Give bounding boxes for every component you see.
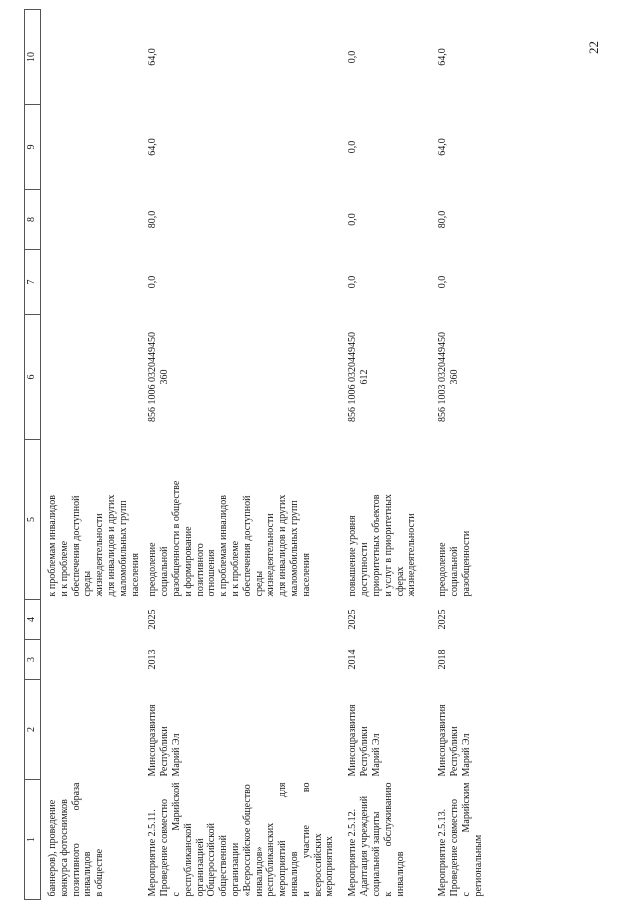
header-cell: 2	[25, 680, 41, 780]
table-row	[41, 10, 142, 900]
cell-c8: 0,0	[347, 213, 359, 226]
cell-line: жизнедеятельности	[94, 513, 106, 597]
cell-line: Республики	[449, 726, 461, 777]
cell-c1	[341, 780, 431, 900]
cell-line: мероприятиях	[324, 836, 336, 897]
cell-line: с Марийским региональным	[460, 782, 484, 897]
cell-line: позитивного образа инвалидов	[70, 782, 94, 897]
cell-line: мероприятий для инвалидов	[277, 782, 300, 897]
header-cell: 5	[25, 440, 41, 600]
cell-c6	[141, 315, 341, 440]
cell-c9: 64,0	[437, 138, 449, 156]
cell-line: и к проблеме	[229, 540, 241, 597]
table-row	[141, 10, 341, 900]
cell-c2	[41, 680, 142, 780]
cell-c1	[141, 780, 341, 900]
table-row	[431, 10, 541, 900]
cell-line: 856 1003 0320449450	[437, 332, 449, 422]
cell-c3: 2018	[437, 649, 449, 670]
cell-c2	[431, 680, 541, 780]
cell-c7	[41, 250, 142, 315]
cell-line: населения	[300, 552, 312, 597]
cell-c5	[341, 440, 431, 600]
cell-c8: 80,0	[437, 210, 449, 229]
cell-line: Адаптация учреждений	[359, 795, 371, 897]
cell-c5	[431, 440, 541, 600]
cell-c1	[41, 780, 142, 900]
cell-line: «Всероссийское общество	[241, 784, 253, 897]
cell-line: общественной организации	[218, 835, 241, 897]
cell-c3	[41, 640, 142, 680]
cell-line: и участие во всероссийских	[300, 782, 324, 897]
header-cell: 4	[25, 600, 41, 640]
header-cell: 9	[25, 105, 41, 190]
header-cell: 8	[25, 190, 41, 250]
cell-line: Марий Эл	[170, 733, 182, 777]
cell-line: повышение уровня	[347, 515, 359, 597]
cell-line: социальной	[159, 546, 171, 597]
cell-c4: 2025	[347, 609, 359, 630]
cell-c6	[41, 315, 142, 440]
cell-line: разобщенности	[460, 530, 472, 597]
cell-c6	[431, 315, 541, 440]
cell-c8	[41, 190, 142, 250]
cell-line: Мероприятие 2.5.13.	[437, 808, 449, 897]
cell-c7: 0,0	[437, 275, 449, 289]
cell-line: и формирование	[182, 526, 194, 597]
cell-line: Минсоцразвития	[437, 704, 449, 777]
cell-c6	[341, 315, 431, 440]
cell-c8: 80,0	[147, 210, 159, 229]
cell-c10: 0,0	[347, 50, 359, 64]
cell-c10: 64,0	[437, 48, 449, 66]
cell-line: к проблемам инвалидов	[47, 495, 58, 597]
cell-line: Марий Эл	[460, 733, 472, 777]
cell-line: среды	[253, 570, 265, 597]
header-row	[25, 10, 41, 900]
cell-c9: 64,0	[147, 138, 159, 156]
cell-line: Минсоцразвития	[347, 704, 359, 777]
header-cell: 1	[25, 780, 41, 900]
cell-line: отношения	[206, 549, 218, 597]
cell-line: позитивного	[194, 543, 206, 597]
cell-line: и к проблеме	[58, 540, 70, 597]
header-cell: 6	[25, 315, 41, 440]
cell-c9: 0,0	[347, 140, 359, 154]
cell-line: обеспечения доступной	[241, 495, 253, 597]
cell-c3: 2013	[147, 649, 159, 670]
cell-line: жизнедеятельности	[406, 513, 418, 597]
cell-line: разобщенности в обществе	[170, 480, 182, 597]
cell-c5	[141, 440, 341, 600]
cell-line: маломобильных групп	[288, 500, 300, 597]
table-body	[25, 10, 542, 900]
cell-line: обеспечения доступной	[70, 495, 82, 597]
cell-line: преодоление	[437, 542, 449, 597]
cell-line: 612	[359, 369, 371, 385]
cell-line: баннеров), проведение	[47, 799, 58, 897]
cell-line: Республики	[359, 726, 371, 777]
cell-line: Проведение совместно	[159, 798, 171, 897]
cell-line: для инвалидов и других	[105, 494, 117, 597]
cell-line: сферах	[394, 566, 406, 597]
cell-line: Мероприятие 2.5.12.	[347, 808, 359, 897]
cell-line: 856 1006 0320449450	[347, 332, 359, 422]
cell-c2	[341, 680, 431, 780]
cell-c1	[431, 780, 541, 900]
cell-line: Марий Эл	[370, 733, 382, 777]
cell-line: к обслуживанию инвалидов	[382, 782, 406, 897]
header-cell: 7	[25, 250, 41, 315]
cell-line: преодоление	[147, 542, 159, 597]
cell-c10	[41, 10, 142, 105]
cell-c3: 2014	[347, 649, 359, 670]
page-number: 22	[586, 41, 601, 54]
cell-c2	[141, 680, 341, 780]
cell-c4: 2025	[437, 609, 449, 630]
rotated-table-sheet	[24, 10, 624, 900]
cell-c5	[41, 440, 142, 600]
cell-line: в обществе	[94, 848, 106, 897]
cell-line: Мероприятие 2.5.11.	[147, 809, 159, 897]
cell-line: 856 1006 0320449450	[147, 332, 159, 422]
header-cell: 3	[25, 640, 41, 680]
table-row	[341, 10, 431, 900]
cell-line: приоритетных объектов	[370, 494, 382, 597]
cell-line: социальной	[449, 546, 461, 597]
cell-line: Минсоцразвития	[147, 704, 159, 777]
cell-line: маломобильных групп	[117, 500, 129, 597]
cell-c7: 0,0	[147, 275, 159, 289]
cell-c10: 64,0	[147, 48, 159, 66]
cell-line: 360	[159, 369, 171, 385]
cell-line: населения	[129, 552, 141, 597]
cell-line: Проведение совместно	[449, 798, 461, 897]
header-cell: 10	[25, 10, 41, 105]
cell-line: 360	[449, 369, 461, 385]
cell-c4: 2025	[147, 609, 159, 630]
cell-line: для инвалидов и других	[277, 494, 289, 597]
cell-line: к проблемам инвалидов	[218, 495, 230, 597]
cell-c9	[41, 105, 142, 190]
cell-line: с Марийской республиканской	[170, 782, 194, 897]
cell-c7: 0,0	[347, 275, 359, 289]
cell-line: доступности	[359, 542, 371, 597]
cell-line: социальной защиты	[370, 811, 382, 897]
cell-c4	[41, 600, 142, 640]
cell-line: и услуг в приоритетных	[382, 494, 394, 597]
cell-line: конкурса фотоснимков	[58, 799, 70, 897]
cell-line: Республики	[159, 726, 171, 777]
cell-line: организацией Общероссийской	[194, 823, 218, 897]
cell-line: инвалидов» республиканских	[253, 822, 277, 897]
program-table	[24, 9, 541, 900]
cell-line: среды	[82, 570, 94, 597]
cell-line: жизнедеятельности	[265, 513, 277, 597]
